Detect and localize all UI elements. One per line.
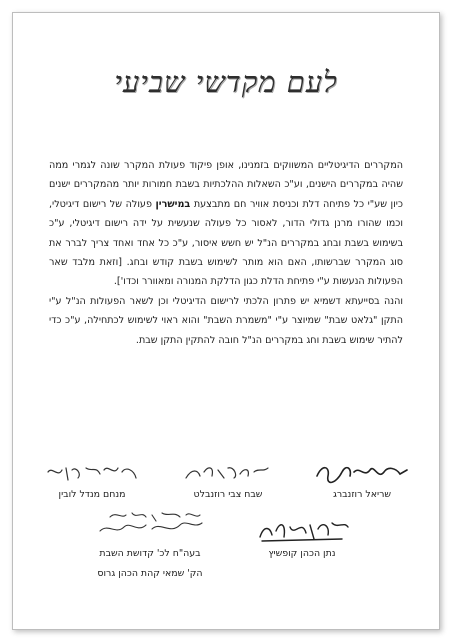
paragraph-1: [49, 156, 403, 292]
handwritten-signature: [90, 507, 210, 547]
handwritten-signature: [252, 513, 352, 547]
page-title: לעם מקדשי שביעי: [114, 65, 338, 99]
handwritten-signature: [312, 458, 412, 488]
signature-block-rosenberg: [307, 458, 417, 502]
signer-name: נתן הכהן קופשיץ: [268, 548, 336, 559]
letter-page: [12, 12, 440, 630]
signer-name: שריאל רוזנברג: [332, 489, 392, 500]
signer-name: הק' שמאי קהת הכהן גרוס: [97, 568, 203, 579]
handwritten-signature: [42, 458, 142, 488]
paragraph-1-part-b: פעולה של רישום דיגיטלי, וכמו שהורו מרנן גדולי הדור, לאסור כל פעולה שנעשית על ידה רישום דיגיטלי, ע"כ בשימוש בשבת ובחג במקררים הנ"ל יש חשש איסור, ע"כ כל אחד ואחד צריך לברר את סוג המקרר שברשותו, האם הוא מותר לשימוש בשבת קודש ובחג. [וזאת מלבד שאר הפעולות הנעשות ע"י פתיחת הדלת כגון הדלקת המנורה ומאוורר וכדו'].: [49, 198, 403, 288]
signature-block-lubin: [37, 458, 147, 502]
handwritten-signature: [178, 458, 278, 488]
signer-name: מנחם מנדל לובין: [58, 489, 126, 500]
letter-body: [49, 156, 403, 350]
signature-block-gross: [85, 507, 215, 581]
signature-block-kupshitz: [247, 513, 357, 561]
paragraph-2: והנה בסייעתא דשמיא יש פתרון הלכתי לרישום הדיגיטלי וכן לשאר הפעולות הנ"ל ע"י התקן "גלאט שבת" שמיוצר ע"י "משמרת השבת" והוא ראוי לשימוש לכתחילה, ע"כ כדי להתיר שימוש בשבת וחג במקררים הנ"ל חובה להתקין התקן שבת.: [49, 295, 403, 346]
signer-name: שבח צבי רוזנבלט: [193, 489, 263, 500]
paragraph-1-part-a: המקררים הדיגיטליים המשווקים בזמנינו, אופן פיקוד פעולת המקרר שונה לגמרי ממה שהיה במקררים הישנים, וע"כ השאלות ההלכתיות בשבת חמורות יותר מהמקררים ישנים כיון שע"י כל פתיחה דלת וכניסת אוויר חם מתבצעת: [49, 160, 404, 210]
signature-block-rosenblatt: [173, 458, 283, 502]
signer-title: בעה"ח לכ' קדושת השבת: [99, 548, 201, 559]
paragraph-1-bold: במישרין: [155, 198, 191, 210]
